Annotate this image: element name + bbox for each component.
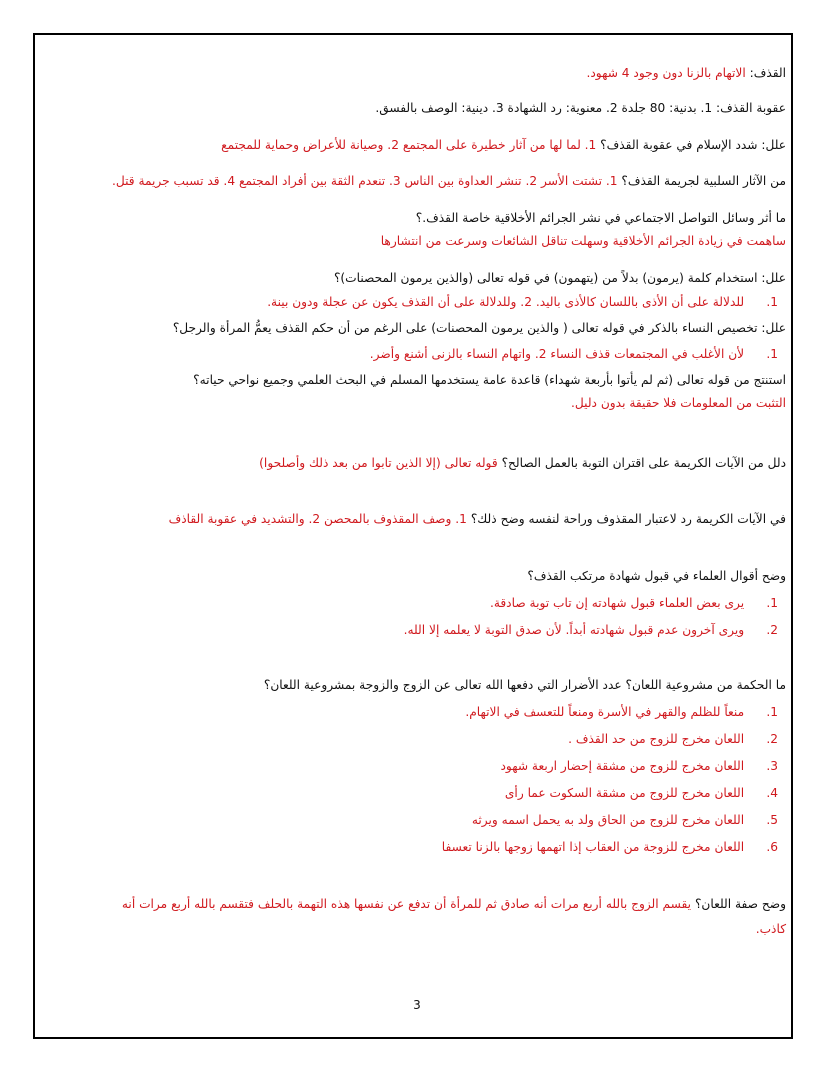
sifa-line-1 — [48, 895, 786, 913]
women-answer — [48, 345, 778, 363]
negative-effects — [48, 172, 786, 190]
list-number: 4. — [766, 786, 778, 800]
list-item: 1. منعاً للظلم والقهر في الأسرة ومنعاً للتعسف في الاتهام. — [465, 705, 778, 719]
list-item: 3. اللعان مخرج للزوج من مشقة إحضار اربعة شهود — [500, 759, 778, 773]
list-number: 2. — [766, 623, 778, 637]
question-text: علل: شدد الإسلام في عقوبة القذف؟ — [600, 138, 786, 152]
answer-text: للدلالة على أن الأذى باللسان كالأذى باليد. 2. وللدلالة على أن القذف يكون عن عجلة ودون بينة. — [267, 295, 745, 309]
women-question: علل: تخصيص النساء بالذكر في قوله تعالى ( والذين يرمون المحصنات) على الرغم من أن حكم القذف يعمُّ المرأة والرجل؟ — [172, 321, 786, 335]
answer-text: لأن الأغلب في المجتمعات قذف النساء 2. واتهام النساء بالزنى أشنع وأضر. — [369, 347, 745, 361]
punishment-text: عقوبة القذف: 1. بدنية: 80 جلدة 2. معنوية: رد الشهادة 3. دينية: الوصف بالفسق. — [375, 101, 786, 115]
qadhf-definition — [48, 64, 786, 82]
tawba-line — [48, 454, 786, 472]
yarmun-answer — [48, 293, 778, 311]
testimony-question: وضح أقوال العلماء في قبول شهادة مرتكب القذف؟ — [527, 569, 786, 583]
deduce-answer: التثبت من المعلومات فلا حقيقة بدون دليل. — [571, 396, 786, 410]
list-item: 5. اللعان مخرج للزوج من الحاق ولد به يحمل اسمه ويرثه — [471, 813, 778, 827]
answer-text: 1. وصف المقذوف بالمحصن 2. والتشديد في عقوبة القاذف — [168, 512, 467, 526]
illa-severity — [48, 136, 786, 154]
answer-text: يقسم الزوج بالله أربع مرات أنه صادق ثم للمرأة أن تدفع عن نفسها هذه التهمة بالحلف فتقسم بالله أربع مرات أنه — [121, 897, 692, 911]
yarmun-question: علل: استخدام كلمة (يرمون) بدلاً من (يتهمون) في قوله تعالى (والذين يرمون المحصنات)؟ — [333, 271, 786, 285]
answer-text: قوله تعالى (إلا الذين تابوا من بعد ذلك وأصلحوا) — [259, 456, 498, 470]
question-text: وضح صفة اللعان؟ — [694, 897, 786, 911]
answer-text: 1. لما لها من آثار خطيرة على المجتمع 2. وصيانة للأعراض وحماية للمجتمع — [221, 138, 597, 152]
list-item: 1. يرى بعض العلماء قبول شهادته إن تاب توبة صادقة. — [489, 596, 778, 610]
list-number: 1. — [766, 705, 778, 719]
question-text: دلل من الآيات الكريمة على اقتران التوبة بالعمل الصالح؟ — [501, 456, 786, 470]
list-item: 4. اللعان مخرج للزوج من مشقة السكوت عما رأى — [504, 786, 778, 800]
social-media-answer: ساهمت في زيادة الجرائم الأخلاقية وسهلت تناقل الشائعات وسرعت من انتشارها — [380, 234, 786, 248]
list-number: 2. — [766, 732, 778, 746]
punishment-line — [48, 99, 786, 117]
list-number: 1. — [766, 596, 778, 610]
list-number: 3. — [766, 759, 778, 773]
restore-line — [48, 510, 786, 528]
list-item: 2. ويرى آخرون عدم قبول شهادته أبداً. لأن صدق التوبة لا يعلمه إلا الله. — [403, 623, 778, 637]
page-number: 3 — [413, 998, 421, 1012]
lian-question: ما الحكمة من مشروعية اللعان؟ عدد الأضرار التي دفعها الله تعالى عن الزوج والزوجة بمشروعية اللعان؟ — [263, 678, 786, 692]
list-number: 1. — [766, 295, 778, 309]
list-number: 6. — [766, 840, 778, 854]
sifa-line-2: كاذب. — [755, 922, 786, 936]
deduce-question: استنتج من قوله تعالى (ثم لم يأتوا بأربعة شهداء) قاعدة عامة يستخدمها المسلم في البحث العلمي وجميع نواحي حياته؟ — [193, 373, 786, 387]
question-text: في الآيات الكريمة رد لاعتبار المقذوف وراحة لنفسه وضح ذلك؟ — [470, 512, 786, 526]
question-text: القذف: — [749, 66, 786, 80]
social-media-question: ما أثر وسائل التواصل الاجتماعي في نشر الجرائم الأخلاقية خاصة القذف.؟ — [415, 211, 786, 225]
answer-text: الاتهام بالزنا دون وجود 4 شهود. — [586, 66, 746, 80]
answer-text: 1. تشتت الأسر 2. تنشر العداوة بين الناس 3. تنعدم الثقة بين أفراد المجتمع 4. قد تسبب جريمة قتل. — [111, 174, 618, 188]
list-item: 6. اللعان مخرج للزوجة من العقاب إذا اتهمها زوجها بالزنا تعسفا — [441, 840, 778, 854]
list-number: 1. — [766, 347, 778, 361]
list-number: 5. — [766, 813, 778, 827]
list-item: 2. اللعان مخرج للزوج من حد القذف . — [568, 732, 778, 746]
question-text: من الآثار السلبية لجريمة القذف؟ — [621, 174, 786, 188]
